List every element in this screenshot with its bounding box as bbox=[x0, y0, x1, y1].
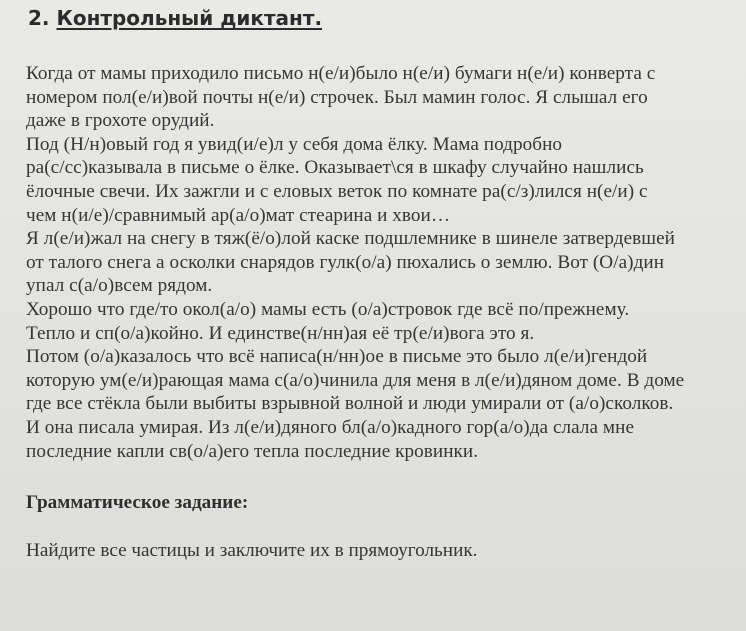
dictation-line: чем н(и/е)/сравнимый ар(а/о)мат стеарина и хвои… bbox=[26, 204, 451, 226]
grammar-task-heading: Грамматическое задание: bbox=[26, 492, 249, 513]
dictation-line: последние капли св(о/а)его тепла последние кровинки. bbox=[26, 440, 479, 462]
dictation-line: И она писала умирая. Из л(е/и)дяного бл(а/о)кадного гор(а/о)да слала мне bbox=[26, 416, 635, 438]
dictation-line: даже в грохоте орудий. bbox=[26, 110, 215, 132]
section-title bbox=[28, 6, 322, 30]
dictation-line: где все стёкла были выбиты взрывной волной и люди умирали от (а/о)сколков. bbox=[26, 393, 674, 415]
dictation-line: ёлочные свечи. Их зажгли и с еловых веток по комнате ра(с/з)лился н(е/и) с bbox=[26, 180, 648, 202]
dictation-line: номером пол(е/и)вой почты н(е/и) строчек. Был мамин голос. Я слышал его bbox=[26, 86, 648, 108]
grammar-task-instruction: Найдите все частицы и заключите их в прямоугольник. bbox=[26, 540, 478, 561]
dictation-line: от талого снега а осколки снарядов гулк(о/а) пюхались о землю. Вот (О/а)дин bbox=[26, 251, 665, 273]
dictation-line: Потом (о/а)казалось что всё написа(н/нн)ое в письме это было л(е/и)гендой bbox=[26, 346, 648, 368]
section-number: 2. bbox=[28, 6, 50, 30]
section-title-text: Контрольный диктант. bbox=[56, 6, 323, 30]
dictation-line: которую ум(е/и)рающая мама с(а/о)чинила для меня в л(е/и)дяном доме. В доме bbox=[26, 369, 685, 391]
dictation-line: Я л(е/и)жал на снегу в тяж(ё/о)лой каске подшлемнике в шинеле затвердевшей bbox=[26, 228, 675, 250]
dictation-line: Тепло и сп(о/а)койно. И единстве(н/нн)ая её тр(е/и)вога это я. bbox=[26, 322, 535, 344]
dictation-line: Когда от мамы приходило письмо н(е/и)было н(е/и) бумаги н(е/и) конверта с bbox=[26, 63, 656, 84]
dictation-line: Под (Н/н)овый год я увид(и/е)л у себя дома ёлку. Мама подробно bbox=[26, 133, 563, 155]
dictation-line: Хорошо что где/то окол(а/о) мамы есть (о/а)стровок где всё по/прежнему. bbox=[26, 298, 630, 320]
dictation-text bbox=[26, 62, 746, 463]
dictation-line: ра(с/сс)казывала в письме о ёлке. Оказывает\ся в шкафу случайно нашлись bbox=[26, 157, 644, 179]
dictation-line: упал с(а/о)всем рядом. bbox=[26, 275, 213, 297]
